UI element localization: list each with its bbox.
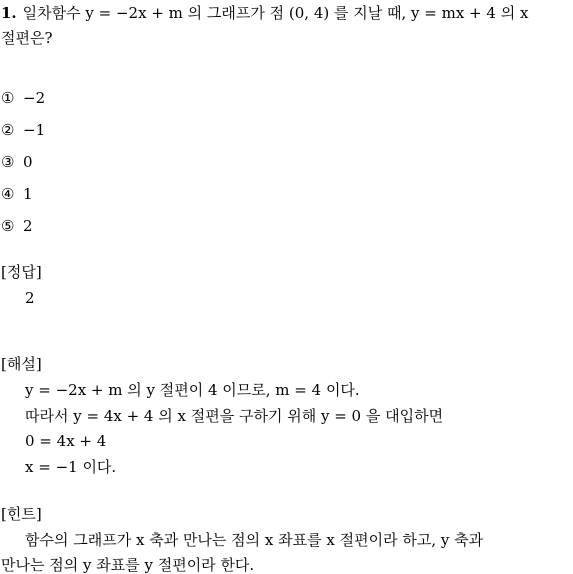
choice-item[interactable]	[1, 89, 45, 107]
explanation-line: 0 = 4x + 4	[25, 432, 107, 450]
answer-label: [정답]	[1, 263, 42, 281]
choice-mark: ②	[1, 121, 15, 139]
choice-item[interactable]	[1, 217, 33, 235]
choice-text: 0	[23, 153, 33, 171]
hint-line-2: 만나는 점의 y 좌표를 y 절편이라 한다.	[1, 556, 255, 574]
question-text: 일차함수 y = −2x + m 의 그래프가 점 (0, 4) 를 지날 때, y = mx + 4 의 x	[22, 4, 529, 22]
explanation-line: x = −1 이다.	[25, 458, 117, 476]
hint-line-1: 함수의 그래프가 x 축과 만나는 점의 x 좌표를 x 절편이라 하고, y 축과	[25, 531, 484, 549]
explanation-line: y = −2x + m 의 y 절편이 4 이므로, m = 4 이다.	[25, 381, 360, 399]
choice-mark: ⑤	[1, 217, 15, 235]
choice-text: −2	[23, 89, 46, 107]
choice-mark: ③	[1, 153, 15, 171]
explanation-line: 따라서 y = 4x + 4 의 x 절편을 구하기 위해 y = 0 을 대입하면	[25, 407, 444, 425]
explanation-label: [해설]	[1, 355, 42, 373]
choice-item[interactable]	[1, 153, 33, 171]
hint-label: [힌트]	[1, 505, 42, 523]
choice-mark: ①	[1, 89, 15, 107]
choice-item[interactable]	[1, 185, 33, 203]
question-line-2: 절편은?	[1, 29, 53, 47]
choice-mark: ④	[1, 185, 15, 203]
question-number: 1.	[1, 4, 17, 22]
choice-item[interactable]	[1, 121, 45, 139]
question-line-1	[1, 4, 528, 22]
choice-text: 2	[23, 217, 33, 235]
choice-text: 1	[23, 185, 33, 203]
answer-value: 2	[25, 289, 35, 307]
choice-text: −1	[23, 121, 46, 139]
